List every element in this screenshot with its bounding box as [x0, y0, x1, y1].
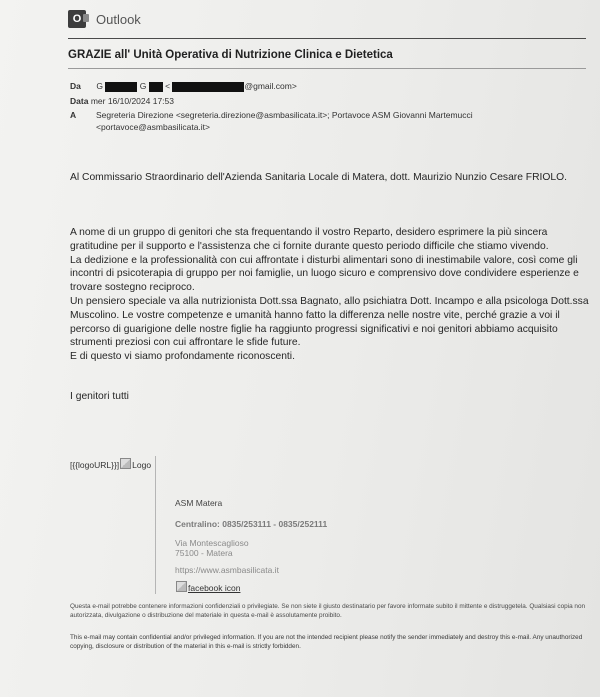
signature-divider	[155, 456, 156, 594]
broken-image-icon	[120, 458, 131, 469]
date-value: mer 16/10/2024 17:53	[90, 96, 174, 106]
logo-url-template: [{{logoURL}}]	[70, 460, 120, 470]
signature-phone: Centralino: 0835/253111 - 0835/252111	[175, 519, 328, 529]
body-paragraph: E di questo vi siamo profondamente riconoscenti.	[70, 351, 295, 363]
logo-placeholder	[70, 458, 151, 470]
redaction-bar	[172, 82, 244, 92]
signature-address-line1: Via Montescaglioso	[175, 538, 249, 548]
outlook-icon-glyph: O	[72, 13, 82, 25]
app-header	[68, 10, 141, 28]
subject-divider	[68, 68, 586, 69]
from-email-domain: @gmail.com>	[244, 81, 297, 91]
from-lt: <	[165, 81, 171, 91]
disclaimer-english: This e-mail may contain confidential and/or privileged information. If you are not the intended recipient please notify the sender immediately and destroy this e-mail. Any unauthorized copying, disclosure or distribution of the material in this e-mail is strictly forbidden.	[70, 634, 583, 650]
redaction-bar	[149, 82, 163, 92]
to-label: A	[70, 110, 77, 120]
date-row	[70, 95, 174, 108]
from-name-start: G	[96, 81, 103, 91]
to-recipients: Segreteria Direzione <segreteria.direzione@asmbasilicata.it>; Portavoce ASM Giovanni Martemucci <portavoce@asmbasilicata.it>	[96, 110, 473, 132]
body-paragraph: La dedizione e la professionalità con cui affrontate i disturbi alimentari sono di inestimabile valore, così come gli incontri di psicoterapia di gruppo per noi famiglie, un luogo sicuro e comprensivo dove condividere esperienze e trovare sostegno reciproco.	[70, 254, 579, 294]
date-label: Data	[70, 96, 89, 106]
from-name-mid: G	[139, 81, 147, 91]
logo-alt-text: Logo	[132, 460, 152, 470]
email-subject: GRAZIE all' Unità Operativa di Nutrizione Clinica e Dietetica	[68, 49, 393, 61]
from-row	[70, 80, 297, 93]
signature-address-line2: 75100 - Matera	[175, 548, 233, 558]
facebook-link-label: facebook icon	[188, 583, 241, 593]
email-signature	[70, 456, 590, 606]
outlook-icon	[68, 10, 86, 28]
redaction-bar	[105, 82, 137, 92]
broken-image-icon	[176, 581, 187, 592]
salutation: Al Commissario Straordinario dell'Azienda Sanitaria Locale di Matera, dott. Maurizio Nunzio Cesare FRIOLO.	[70, 172, 568, 183]
header-divider	[68, 38, 586, 39]
message-body	[70, 226, 590, 364]
from-label: Da	[70, 81, 81, 91]
signature-org: ASM Matera	[175, 498, 223, 508]
signature-website-link[interactable]: https://www.asmbasilicata.it	[175, 565, 279, 575]
body-paragraph: Un pensiero speciale va alla nutrizionista Dott.ssa Bagnato, allo psichiatra Dott. Incampo e alla psicologa Dott.ssa Muscolino. Le vostre competenze e umanità hanno fatto la differenza nelle nostre vite, perché grazie a voi il percorso di guarigione delle nostre figlie ha raggiunto progressi significativi e noi genitori abbiamo acquisito strumenti preziosi con cui affrontare le sfide future.	[70, 295, 589, 349]
app-name: Outlook	[96, 11, 141, 27]
disclaimer-italian: Questa e-mail potrebbe contenere informazioni confidenziali o privilegiate. Se non siete il giusto destinatario per favore informate subito il mittente e distruggetela. Qualsiasi copia non autorizzata, divulgazione o distribuzione del materiale in questa e-mail è assolutamente proibito.	[70, 603, 586, 619]
closing: I genitori tutti	[70, 391, 129, 402]
facebook-link[interactable]	[175, 581, 240, 593]
body-paragraph: A nome di un gruppo di genitori che sta frequentando il vostro Reparto, desidero esprimere la più sincera gratitudine per il supporto e l'assistenza che ci fornite durante questo periodo difficile che stiamo vivendo.	[70, 227, 549, 252]
